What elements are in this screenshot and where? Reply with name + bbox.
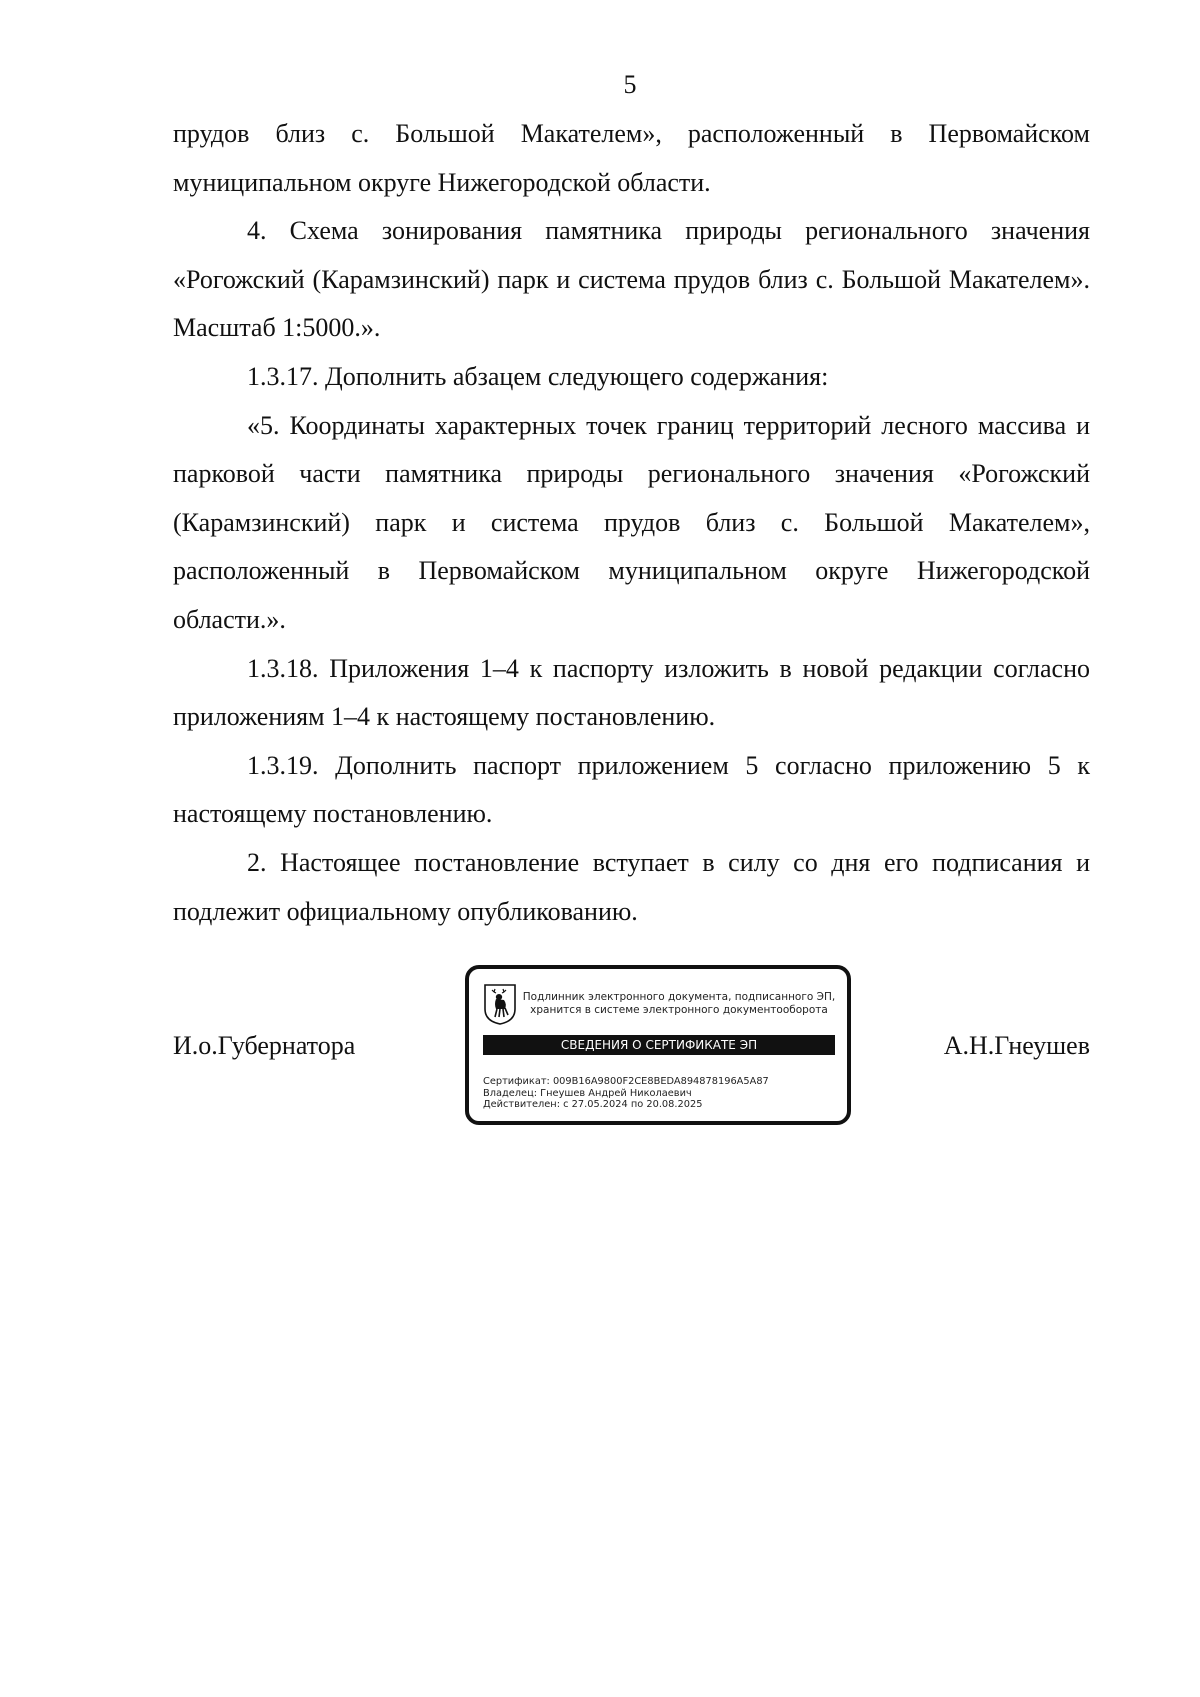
signatory-position: И.о.Губернатора: [173, 1031, 356, 1060]
paragraph-1-3-17: 1.3.17. Дополнить абзацем следующего содержания:: [247, 361, 829, 391]
nizhny-novgorod-deer-emblem-icon: [483, 983, 517, 1025]
stamp-header: [519, 991, 839, 1017]
page-number: 5: [623, 70, 637, 99]
signatory-name: А.Н.Гнеушев: [943, 1031, 1090, 1060]
paragraph-1-3-19: 1.3.19. Дополнить паспорт приложением 5 согласно приложению 5 к настоящему постановлению.: [173, 750, 1090, 829]
stamp-certificate-details: [483, 1076, 769, 1111]
stamp-certificate-number: Сертификат: 009B16A9800F2CE8BEDA894878196A5A87: [483, 1076, 769, 1087]
stamp-header-line1: Подлинник электронного документа, подписанного ЭП,: [522, 991, 836, 1003]
stamp-header-line2: хранится в системе электронного документооборота: [530, 1004, 828, 1016]
stamp-owner: Владелец: Гнеушев Андрей Николаевич: [483, 1087, 692, 1099]
document-body: [173, 110, 1090, 936]
paragraph-item-4: 4. Схема зонирования памятника природы регионального значения «Рогожский (Карамзинский) парк и система прудов близ с. Большой Макателем». Масштаб 1:5000.».: [173, 216, 1090, 343]
stamp-validity: Действителен: с 27.05.2024 по 20.08.2025: [483, 1099, 703, 1110]
paragraph-continuation: прудов близ с. Большой Макателем», расположенный в Первомайском муниципальном округе Нижегородской области.: [173, 119, 1090, 197]
paragraph-1-3-18: 1.3.18. Приложения 1–4 к паспорту изложить в новой редакции согласно приложениям 1–4 к настоящему постановлению.: [173, 653, 1090, 732]
electronic-signature-stamp: [465, 965, 851, 1125]
paragraph-2: 2. Настоящее постановление вступает в силу со дня его подписания и подлежит официальному опубликованию.: [173, 847, 1090, 926]
paragraph-item-5-quote: «5. Координаты характерных точек границ территорий лесного массива и парковой части памятника природы регионального значения «Рогожский (Карамзинский) парк и система прудов близ с. Большой Макателем», расположенный в Первомайском муниципальном округе Нижегородской области.».: [173, 410, 1090, 634]
stamp-certificate-bar: СВЕДЕНИЯ О СЕРТИФИКАТЕ ЭП: [483, 1035, 835, 1055]
